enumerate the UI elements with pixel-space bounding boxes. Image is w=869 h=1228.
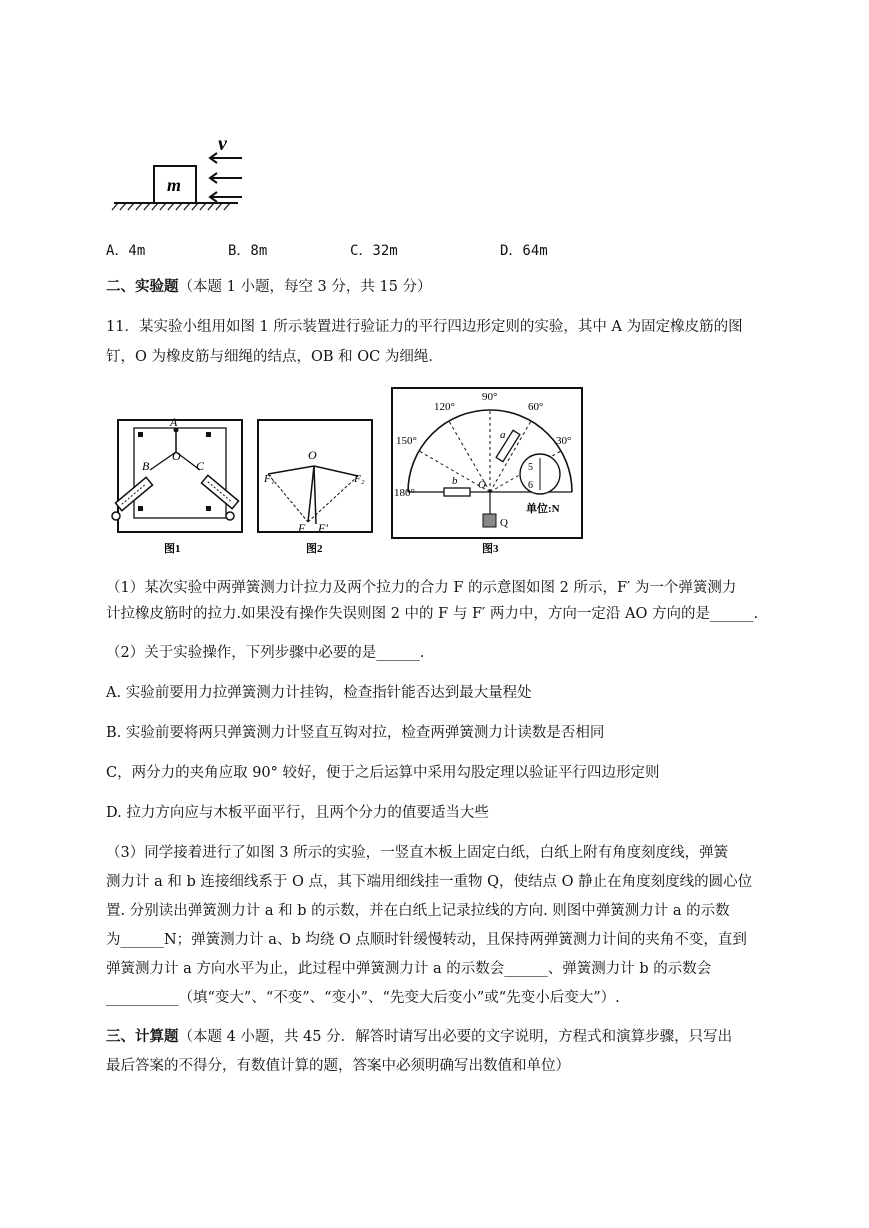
q11-part2: （2）关于实验操作，下列步骤中必要的是______. (106, 645, 425, 661)
mass-label: m (167, 175, 182, 195)
fig1-label-a: A (170, 415, 178, 429)
q11-option-a: A. 实验前要用力拉弹簧测力计挂钩，检查指针能否达到最大量程处 (106, 685, 532, 701)
velocity-arrows (210, 153, 242, 202)
q11-option-d: D. 拉力方向应与木板平面平行，且两个分力的值要适当大些 (106, 805, 489, 821)
fig3-label-90: 90° (482, 391, 498, 403)
section2-note: （本题 1 小题，每空 3 分，共 15 分） (178, 279, 432, 295)
section2-title: 二、实验题 (106, 278, 179, 295)
choice-b: B．8m (228, 243, 268, 259)
fig1-caption: 图1 (164, 543, 181, 555)
fig3-scale-5: 5 (528, 462, 533, 473)
fig3-label-180: 180° (394, 487, 415, 499)
section2-heading (106, 276, 769, 298)
fig3-label-o: O (478, 479, 486, 491)
fig1-label-c: C (196, 459, 205, 473)
q11-part3-line2: 测力计 a 和 b 连接细线系于 O 点，其下端用细线挂一重物 Q，使结点 O 静止在角度刻度线的圆心位 (106, 874, 753, 890)
fig3-caption: 图3 (482, 543, 499, 555)
fig2-caption: 图2 (306, 543, 323, 555)
fig3-scale-6: 6 (528, 480, 533, 491)
q11-part3-line5: 弹簧测力计 a 方向水平为止，此过程中弹簧测力计 a 的示数会______、弹簧测力计 b 的示数会 (106, 961, 712, 977)
fig2-label-f1: F₁ (264, 473, 275, 485)
section3-note-line1: （本题 4 小题，共 45 分．解答时请写出必要的文字说明，方程式和演算步骤，只写出 (178, 1029, 733, 1045)
fig3-label-a: a (500, 429, 506, 441)
fig2-label-fp: F′ (318, 521, 328, 535)
q11-part1-line2: 计拉橡皮筋时的拉力.如果没有操作失误则图 2 中的 F 与 F′ 两力中，方向一定沿 AO 方向的是______. (106, 606, 759, 622)
figure-3 (392, 388, 582, 555)
figure-2 (258, 420, 372, 555)
q11-part3-line3: 置. 分别读出弹簧测力计 a 和 b 的示数，并在白纸上记录拉线的方向. 则图中弹簧测力计 a 的示数 (106, 903, 730, 919)
choice-d: D．64m (500, 243, 548, 259)
fig3-label-30: 30° (556, 435, 572, 447)
section3-note-line2: 最后答案的不得分，有数值计算的题，答案中必须明确写出数值和单位） (106, 1058, 570, 1074)
fig1-label-b: B (142, 459, 150, 473)
choice-a: A．4m (106, 243, 146, 259)
q11-stem-line2: 钉，O 为橡皮筋与细绳的结点，OB 和 OC 为细绳． (106, 349, 443, 365)
fig3-unit: 单位:N (526, 503, 560, 515)
q11-stem-line1: 11．某实验小组用如图 1 所示装置进行验证力的平行四边形定则的实验，其中 A 为固定橡皮筋的图 (106, 319, 743, 335)
section3-heading (106, 1026, 769, 1048)
fig3-label-60: 60° (528, 401, 544, 413)
fig3-label-q: Q (500, 517, 508, 529)
fig2-label-f2: F₂ (354, 473, 365, 485)
figure-1 (112, 415, 242, 555)
q11-part1-line1: （1）某次实验中两弹簧测力计拉力及两个拉力的合力 F 的示意图如图 2 所示，F′ 为一个弹簧测力 (106, 580, 737, 596)
q11-part3-line4: 为______N；弹簧测力计 a、b 均绕 O 点顺时针缓慢转动，且保持两弹簧测力计间的夹角不变，直到 (106, 932, 747, 948)
q11-part3-line1: （3）同学接着进行了如图 3 所示的实验，一竖直木板上固定白纸，白纸上附有角度刻度线，弹簧 (106, 845, 729, 861)
block-velocity-figure (110, 130, 250, 220)
velocity-label: v (218, 133, 227, 155)
fig2-label-o: O (308, 448, 317, 462)
fig1-label-o: O (172, 449, 181, 463)
q11-part3-line6: __________（填“变大”、“不变”、“变小”、“先变大后变小”或“先变小后变大”）. (106, 990, 620, 1006)
q11-option-c: C，两分力的夹角应取 90° 较好，便于之后运算中采用勾股定理以验证平行四边形定则 (106, 765, 660, 781)
choice-c: C．32m (350, 243, 398, 259)
fig3-label-120: 120° (434, 401, 455, 413)
section3-title: 三、计算题 (106, 1028, 179, 1045)
experiment-figures (108, 384, 586, 560)
q11-option-b: B. 实验前要将两只弹簧测力计竖直互钩对拉，检查两弹簧测力计读数是否相同 (106, 725, 605, 741)
fig3-label-150: 150° (396, 435, 417, 447)
fig2-label-f: F (298, 521, 306, 535)
fig3-label-b: b (452, 475, 458, 487)
